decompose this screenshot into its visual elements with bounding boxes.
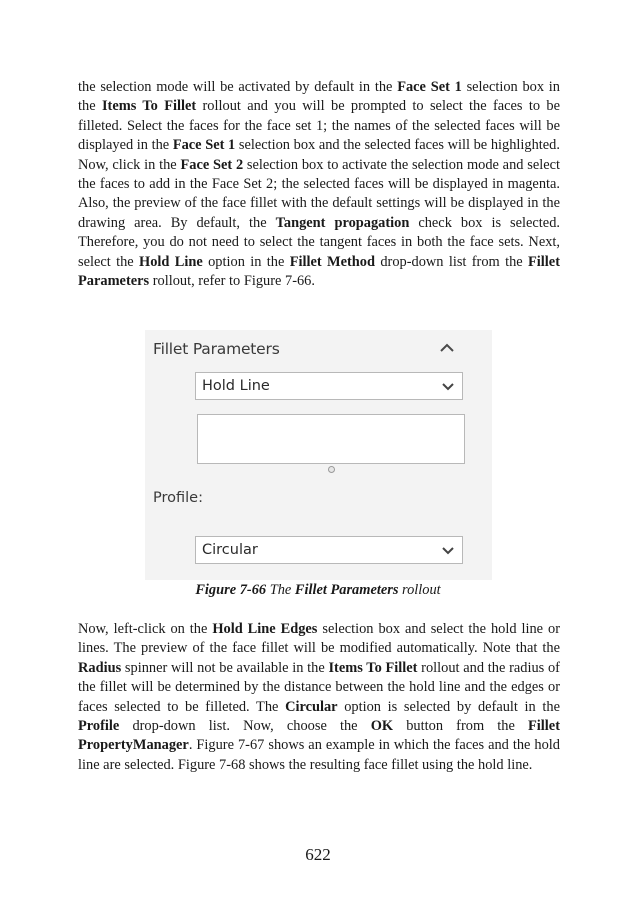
text-run: The: [266, 582, 295, 598]
bold-term: Fillet Parameters: [294, 582, 399, 598]
bold-term: Face Set 1: [397, 79, 462, 95]
text-run: check box is selected. Therefore, you do not need to select the tangent faces in both the face sets. Next, select the: [78, 214, 560, 270]
page-number: 622: [305, 845, 331, 864]
text-run: the selection mode will be activated by default in the: [78, 79, 398, 95]
profile-value: Circular: [202, 542, 258, 558]
bold-term: Fillet Method: [289, 253, 375, 270]
bold-term: Items To Fillet: [101, 98, 197, 115]
chevron-down-icon: [442, 383, 454, 391]
text-run: drop-down list. Now, choose the: [119, 718, 371, 735]
text-run: button from the: [393, 718, 529, 735]
text-run: selection box in the: [78, 79, 560, 115]
bold-term: Fillet Parameters: [78, 253, 560, 290]
text-run: rollout: [398, 582, 441, 598]
bold-term: Face Set 1: [172, 137, 236, 154]
bold-term: Fillet PropertyManager: [78, 718, 560, 754]
fillet-parameters-figure: [145, 330, 492, 580]
text-run: . Figure 7-67 shows an example in which the faces and the hold line are selected. Figure 7-68 shows the resulting face fillet using the hold line.: [78, 737, 560, 773]
text-run: option is selected by default in the: [337, 698, 560, 715]
chevron-down-icon: [442, 547, 454, 555]
text-run: rollout and you will be prompted to select the faces to be filleted. Select the faces for the face set 1; the names of the selected faces will be displayed in the: [78, 98, 560, 154]
text-run: selection box and the selected faces will be highlighted. Now, click in the: [78, 137, 560, 173]
text-run: selection box and select the hold line or lines. The preview of the face fillet will be modified automatically. Note that the: [78, 621, 560, 657]
bold-term: OK: [370, 718, 394, 735]
bold-term: Tangent propagation: [275, 214, 410, 231]
text-run: option in the: [202, 253, 290, 270]
bold-term: Circular: [285, 698, 338, 715]
chevron-up-icon[interactable]: [440, 343, 454, 353]
hold-line-edges-selection-box[interactable]: [197, 414, 465, 464]
profile-dropdown[interactable]: [195, 536, 463, 564]
text-run: selection box to activate the selection mode and select the faces to add in the Face Set 2; the selected faces will be displayed in magenta. Also, the preview of the face fillet with the default settings will be displayed in the drawing area. By default, the: [78, 156, 560, 231]
body-paragraph-1: [78, 78, 560, 291]
text-run: rollout and the radius of the fillet will be determined by the distance between the hold line and the edges or faces selected to be filleted. The: [78, 659, 560, 715]
fillet-method-value: Hold Line: [202, 378, 270, 394]
caption-number: Figure 7-66: [195, 582, 267, 598]
fillet-method-dropdown[interactable]: [195, 372, 463, 400]
bold-term: Hold Line Edges: [212, 621, 318, 637]
bold-term: Face Set 2: [180, 156, 244, 173]
bold-term: Profile: [78, 718, 120, 735]
resize-grip-icon[interactable]: [328, 466, 335, 473]
text-run: spinner will not be available in the: [121, 659, 329, 676]
text-run: rollout, refer to Figure 7-66.: [149, 273, 315, 290]
bold-term: Radius: [78, 659, 122, 676]
bold-term: Items To Fillet: [328, 659, 418, 676]
profile-label: Profile:: [153, 490, 203, 506]
text-run: Now, left-click on the: [78, 621, 213, 637]
bold-term: Hold Line: [139, 253, 203, 270]
body-paragraph-2: [78, 620, 560, 775]
rollout-title: Fillet Parameters: [153, 340, 280, 358]
figure-caption: [0, 582, 636, 599]
text-run: drop-down list from the: [374, 253, 529, 270]
